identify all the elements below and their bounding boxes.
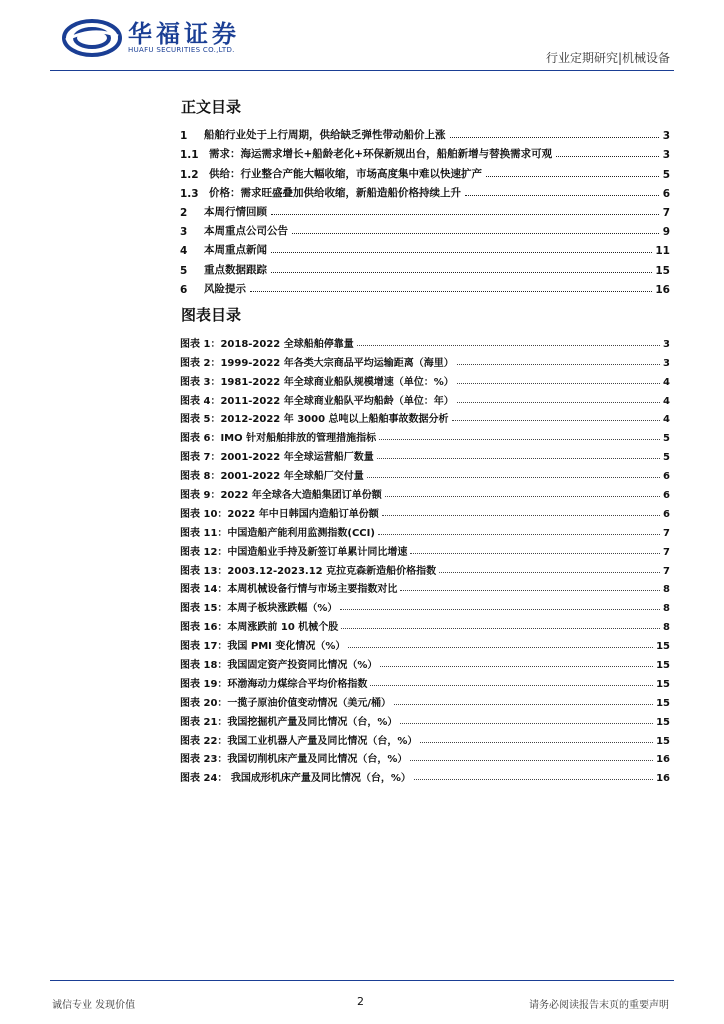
dot-leader xyxy=(452,420,661,421)
page-number: 2 xyxy=(357,995,364,1008)
toc-entry[interactable]: 1.3 价格：需求旺盛叠加供给收缩，新船造船价格持续上升 6 xyxy=(180,186,670,200)
figures-title: 图表目录 xyxy=(181,306,242,324)
dot-leader xyxy=(380,666,653,667)
report-type: 行业定期研究|机械设备 xyxy=(545,51,670,65)
dot-leader xyxy=(379,439,660,440)
figure-entry[interactable]: 图表 11：中国造船产能利用监测指数(CCI) 7 xyxy=(180,527,670,539)
figure-entry[interactable]: 图表 19：环渤海动力煤综合平均价格指数 15 xyxy=(180,678,670,690)
dot-leader xyxy=(420,742,653,743)
figure-entry[interactable]: 图表 18：我国固定资产投资同比情况（%） 15 xyxy=(180,660,670,672)
toc-entry[interactable]: 1 船舶行业处于上行周期，供给缺乏弹性带动船价上涨 3 xyxy=(180,129,670,143)
dot-leader xyxy=(378,534,660,535)
dot-leader xyxy=(457,383,660,384)
dot-leader xyxy=(410,760,653,761)
dot-leader xyxy=(348,647,653,648)
footer-slogan: 诚信专业 发现价值 xyxy=(52,1000,136,1011)
toc-entry[interactable]: 1.2 供给：行业整合产能大幅收缩，市场高度集中难以快速扩产 5 xyxy=(180,167,670,181)
dot-leader xyxy=(450,137,660,138)
figure-entry[interactable]: 图表 15：本周子板块涨跌幅（%） 8 xyxy=(180,603,670,615)
figure-entry[interactable]: 图表 7：2001-2022 年全球运营船厂数量 5 xyxy=(180,452,670,464)
figure-entry[interactable]: 图表 23：我国切削机床产量及同比情况（台，%） 16 xyxy=(180,754,670,766)
brand-name-en: HUAFU SECURITIES CO.,LTD. xyxy=(128,46,235,54)
figure-entry[interactable]: 图表 9：2022 年全球各大造船集团订单份额 6 xyxy=(180,490,670,502)
figure-entry[interactable]: 图表 6：IMO 针对船舶排放的管理措施指标 5 xyxy=(180,433,670,445)
brand-name-cn: 华福证券 xyxy=(128,20,240,48)
footer-divider xyxy=(50,980,674,981)
figure-entry[interactable]: 图表 17：我国 PMI 变化情况（%） 15 xyxy=(180,641,670,653)
dot-leader xyxy=(414,779,653,780)
dot-leader xyxy=(377,458,660,459)
dot-leader xyxy=(400,723,653,724)
dot-leader xyxy=(410,553,660,554)
toc-list xyxy=(180,123,670,296)
figure-entry[interactable]: 图表 1：2018-2022 全球船舶停靠量 3 xyxy=(180,338,670,350)
dot-leader xyxy=(385,496,660,497)
footer-disclaimer: 请务必阅读报告末页的重要声明 xyxy=(529,1000,669,1011)
dot-leader xyxy=(292,233,659,234)
figure-entry[interactable]: 图表 2：1999-2022 年各类大宗商品平均运输距离（海里） 3 xyxy=(180,357,670,369)
figure-entry[interactable]: 图表 20：一揽子原油价值变动情况（美元/桶） 15 xyxy=(180,697,670,709)
figure-entry[interactable]: 图表 24： 我国成形机床产量及同比情况（台，%） 16 xyxy=(180,773,670,785)
dot-leader xyxy=(439,572,660,573)
toc-entry[interactable]: 1.1 需求：海运需求增长+船龄老化+环保新规出台，船舶新增与替换需求可观 3 xyxy=(180,148,670,162)
dot-leader xyxy=(465,195,659,196)
dot-leader xyxy=(457,364,660,365)
dot-leader xyxy=(271,272,652,273)
figure-entry[interactable]: 图表 13：2003.12-2023.12 克拉克森新造船价格指数 7 xyxy=(180,565,670,577)
dot-leader xyxy=(370,685,653,686)
dot-leader xyxy=(382,515,660,516)
figure-list xyxy=(180,331,670,784)
toc-entry[interactable]: 5 重点数据跟踪 15 xyxy=(180,263,670,277)
dot-leader xyxy=(271,252,652,253)
header-divider xyxy=(50,70,674,71)
huafu-logo-icon xyxy=(62,18,122,58)
figure-entry[interactable]: 图表 8：2001-2022 年全球船厂交付量 6 xyxy=(180,471,670,483)
dot-leader xyxy=(340,609,660,610)
toc-entry[interactable]: 2 本周行情回顾 7 xyxy=(180,205,670,219)
dot-leader xyxy=(367,477,660,478)
figure-entry[interactable]: 图表 21：我国挖掘机产量及同比情况（台，%） 15 xyxy=(180,716,670,728)
figure-entry[interactable]: 图表 12：中国造船业手持及新签订单累计同比增速 7 xyxy=(180,546,670,558)
dot-leader xyxy=(250,291,652,292)
figure-entry[interactable]: 图表 22：我国工业机器人产量及同比情况（台，%） 15 xyxy=(180,735,670,747)
figure-entry[interactable]: 图表 16：本周涨跌前 10 机械个股 8 xyxy=(180,622,670,634)
figure-entry[interactable]: 图表 14：本周机械设备行情与市场主要指数对比 8 xyxy=(180,584,670,596)
dot-leader xyxy=(357,345,660,346)
toc-entry[interactable]: 3 本周重点公司公告 9 xyxy=(180,225,670,239)
toc-entry[interactable]: 6 风险提示 16 xyxy=(180,282,670,296)
dot-leader xyxy=(556,156,659,157)
dot-leader xyxy=(341,628,660,629)
toc-entry[interactable]: 4 本周重点新闻 11 xyxy=(180,244,670,258)
dot-leader xyxy=(271,214,659,215)
figure-entry[interactable]: 图表 3：1981-2022 年全球商业船队规模增速（单位：%） 4 xyxy=(180,376,670,388)
figure-entry[interactable]: 图表 4：2011-2022 年全球商业船队平均船龄（单位：年） 4 xyxy=(180,395,670,407)
toc-title: 正文目录 xyxy=(181,98,242,116)
figure-entry[interactable]: 图表 5：2012-2022 年 3000 总吨以上船舶事故数据分析 4 xyxy=(180,414,670,426)
figure-entry[interactable]: 图表 10：2022 年中日韩国内造船订单份额 6 xyxy=(180,508,670,520)
dot-leader xyxy=(400,590,660,591)
dot-leader xyxy=(486,176,659,177)
dot-leader xyxy=(457,402,660,403)
dot-leader xyxy=(394,704,653,705)
